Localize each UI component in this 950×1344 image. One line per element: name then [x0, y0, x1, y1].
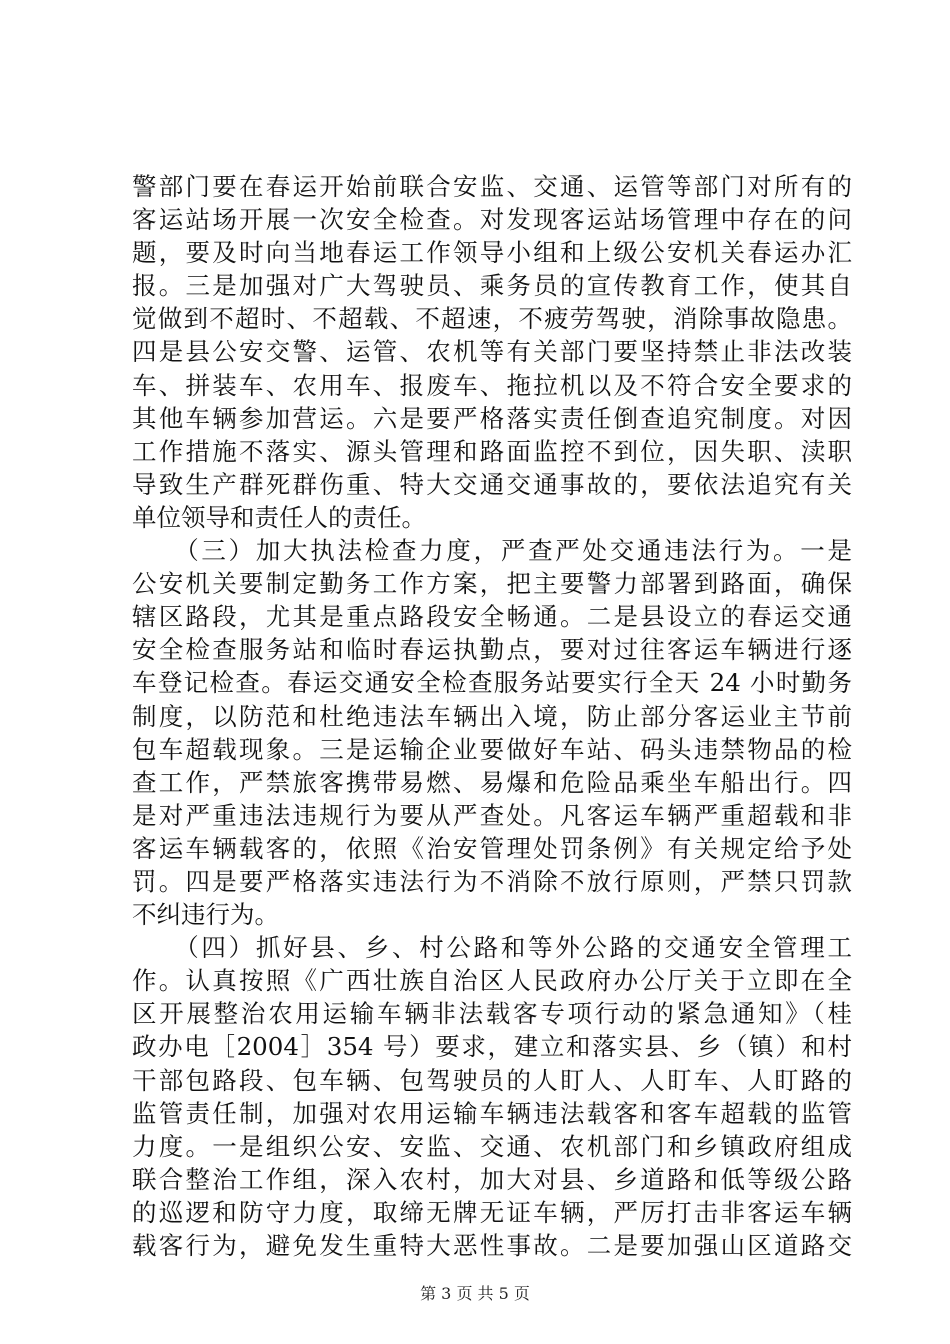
- text-line: 区开展整治农用运输车辆非法载客专项行动的紧急通知》（桂: [132, 999, 852, 1029]
- text-line: 工作措施不落实、源头管理和路面监控不到位，因失职、渎职: [132, 436, 852, 466]
- text-line: 客运车辆载客的，依照《治安管理处罚条例》有关规定给予处: [132, 833, 852, 863]
- text-line: 查工作，严禁旅客携带易燃、易爆和危险品乘坐车船出行。四: [132, 767, 852, 797]
- text-line: 安全检查服务站和临时春运执勤点，要对过往客运车辆进行逐: [132, 635, 852, 665]
- text-line: 辖区路段，尤其是重点路段安全畅通。二是县设立的春运交通: [132, 602, 852, 632]
- text-line: 车、拼装车、农用车、报废车、拖拉机以及不符合安全要求的: [132, 370, 852, 400]
- text-line: 监管责任制，加强对农用运输车辆违法载客和客车超载的监管: [132, 1098, 852, 1128]
- text-line: 是对严重违法违规行为要从严查处。凡客运车辆严重超载和非: [132, 800, 852, 830]
- text-line: 不纠违行为。: [132, 900, 279, 930]
- text-line: 载客行为，避免发生重特大恶性事故。二是要加强山区道路交: [132, 1231, 852, 1260]
- text-line: 联合整治工作组，深入农村，加大对县、乡道路和低等级公路: [132, 1164, 852, 1194]
- document-body: [132, 170, 852, 1262]
- text-line: 制度，以防范和杜绝违法车辆出入境，防止部分客运业主节前: [132, 701, 852, 731]
- text-line: 政办电［2004］354 号）要求，建立和落实县、乡（镇）和村: [132, 1032, 852, 1062]
- page-number-label: 第 3 页 共 5 页: [420, 1284, 530, 1303]
- text-line: 公安机关要制定勤务工作方案，把主要警力部署到路面，确保: [132, 569, 852, 599]
- text-line: 警部门要在春运开始前联合安监、交通、运管等部门对所有的: [132, 172, 852, 201]
- text-line: 其他车辆参加营运。六是要严格落实责任倒查追究制度。对因: [132, 403, 852, 433]
- text-line: 的巡逻和防守力度，取缔无牌无证车辆，严厉打击非客运车辆: [132, 1197, 852, 1227]
- text-line: 单位领导和责任人的责任。: [132, 502, 426, 532]
- text-line: 作。认真按照《广西壮族自治区人民政府办公厅关于立即在全: [132, 966, 852, 996]
- text-line: （四）抓好县、乡、村公路和等外公路的交通安全管理工: [132, 933, 852, 963]
- text-line: 干部包路段、包车辆、包驾驶员的人盯人、人盯车、人盯路的: [132, 1065, 852, 1095]
- text-line: 包车超载现象。三是运输企业要做好车站、码头违禁物品的检: [132, 734, 852, 764]
- text-line: 觉做到不超时、不超载、不超速，不疲劳驾驶，消除事故隐患。: [132, 304, 852, 334]
- text-line: （三）加大执法检查力度，严查严处交通违法行为。一是: [132, 536, 852, 566]
- text-line: 车登记检查。春运交通安全检查服务站要实行全天 24 小时勤务: [132, 668, 852, 698]
- page-footer: [0, 1284, 950, 1304]
- text-line: 报。三是加强对广大驾驶员、乘务员的宣传教育工作，使其自: [132, 271, 852, 301]
- text-line: 四是县公安交警、运管、农机等有关部门要坚持禁止非法改装: [132, 337, 852, 367]
- text-line: 导致生产群死群伤重、特大交通交通事故的，要依法追究有关: [132, 469, 852, 499]
- text-line: 题，要及时向当地春运工作领导小组和上级公安机关春运办汇: [132, 238, 852, 268]
- text-line: 力度。一是组织公安、安监、交通、农机部门和乡镇政府组成: [132, 1131, 852, 1161]
- text-line: 客运站场开展一次安全检查。对发现客运站场管理中存在的问: [132, 205, 852, 235]
- text-line: 罚。四是要严格落实违法行为不消除不放行原则，严禁只罚款: [132, 866, 852, 896]
